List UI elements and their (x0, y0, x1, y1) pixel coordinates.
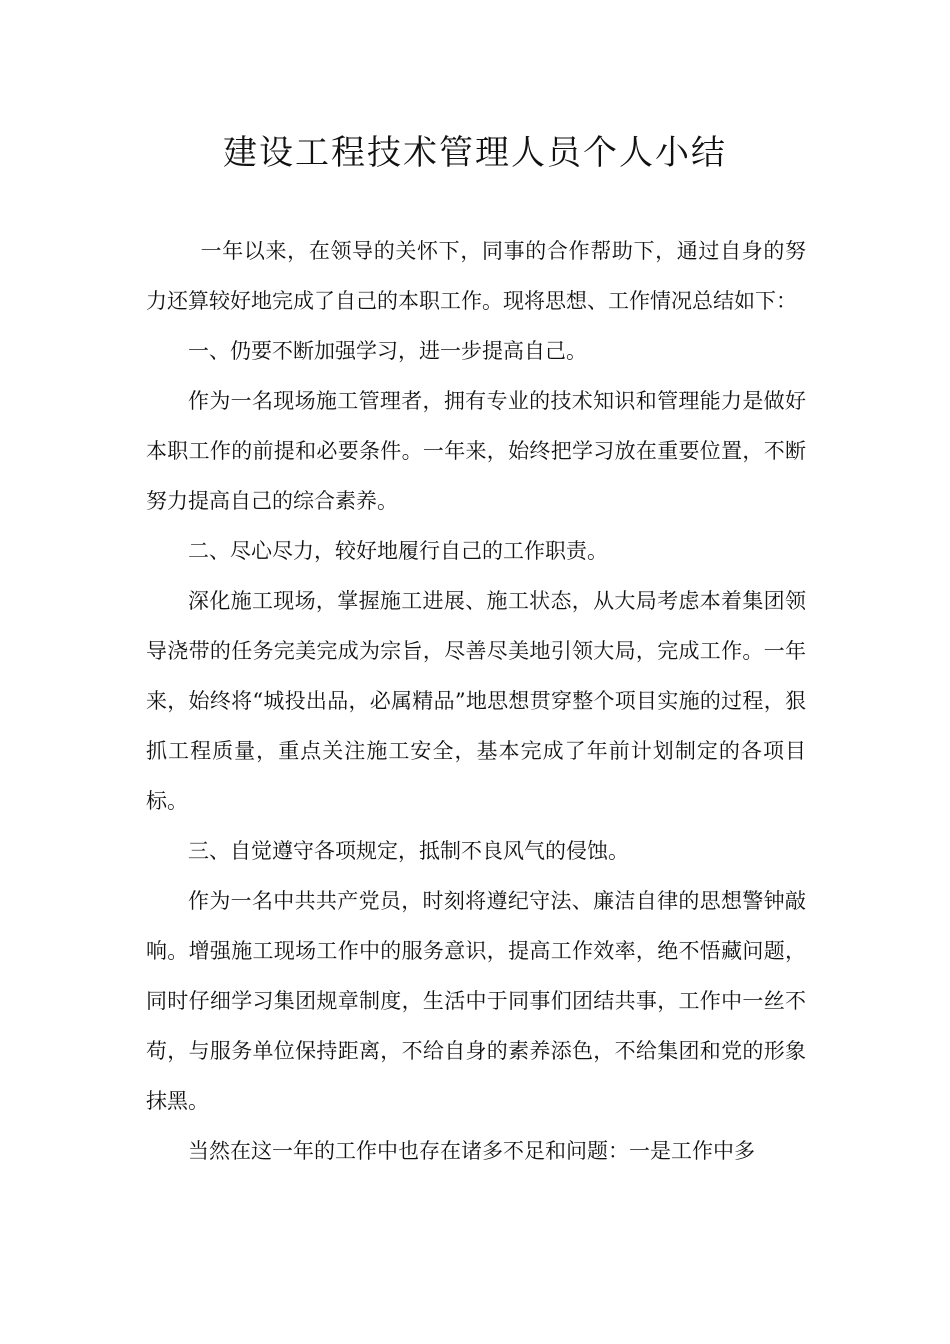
section-heading-2: 二、尽心尽力，较好地履行自己的工作职责。 (188, 539, 608, 563)
paragraph-section-1: 作为一名现场施工管理者，拥有专业的技术知识和管理能力是做好本职工作的前提和必要条件。一年来，始终把学习放在重要位置，不断努力提高自己的综合素养。 (146, 389, 806, 513)
document-title: 建设工程技术管理人员个人小结 (223, 133, 727, 173)
section-heading-1: 一、仍要不断加强学习，进一步提高自己。 (188, 339, 587, 363)
paragraph-shortcomings: 当然在这一年的工作中也存在诸多不足和问题：一是工作中多 (188, 1139, 755, 1163)
paragraph-section-3: 作为一名中共共产党员，时刻将遵纪守法、廉洁自律的思想警钟敲响。增强施工现场工作中的服务意识，提高工作效率，绝不悟藏问题，同时仔细学习集团规章制度，生活中于同事们团结共事，工作中一丝不苟，与服务单位保持距离，不给自身的素养添色，不给集团和党的形象抹黑。 (146, 889, 806, 1113)
section-heading-3: 三、自觉遵守各项规定，抵制不良风气的侵蚀。 (188, 839, 629, 863)
paragraph-section-2: 深化施工现场，掌握施工进展、施工状态，从大局考虑本着集团领导浇带的任务完美完成为宗旨，尽善尽美地引领大局，完成工作。一年来，始终将“城投出品，必属精品”地思想贯穿整个项目实施的过程，狠抓工程质量，重点关注施工安全，基本完成了年前计划制定的各项目标。 (146, 589, 806, 813)
paragraph-intro: 一年以来，在领导的关怀下，同事的合作帮助下，通过自身的努力还算较好地完成了自己的本职工作。现将思想、工作情况总结如下： (146, 239, 806, 313)
document-body (146, 226, 806, 1176)
